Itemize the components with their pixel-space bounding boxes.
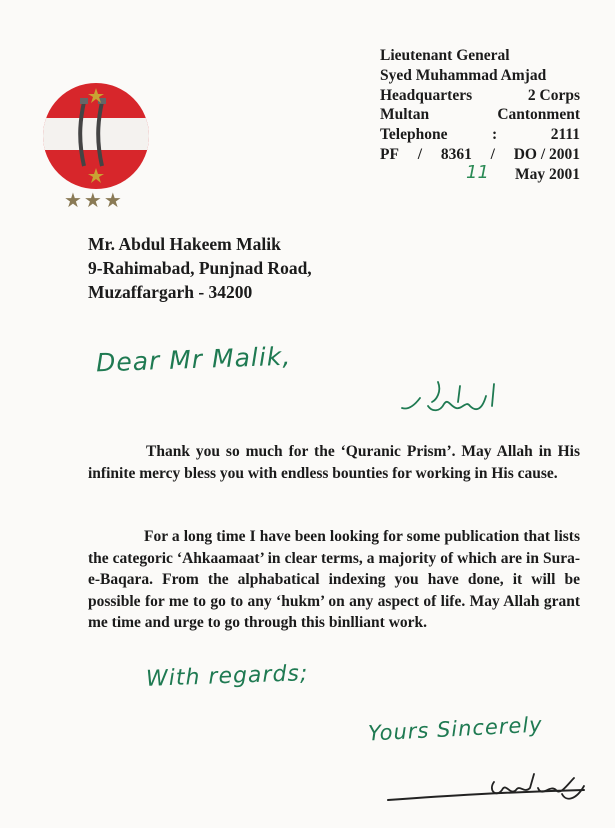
body-paragraph-1: Thank you so much for the ‘Quranic Prism’. May Allah in His infinite mercy bless you with endless bounties for working in His cause. bbox=[88, 443, 580, 482]
ref-slash: / bbox=[417, 145, 423, 163]
rank-stars: ★★★ bbox=[64, 190, 124, 212]
ref-slash: / bbox=[490, 145, 495, 163]
date-day-handwritten: 11 bbox=[466, 161, 489, 183]
city-left: Multan bbox=[380, 106, 430, 124]
city-right: Cantonment bbox=[497, 106, 580, 124]
ref-do: DO / 2001 bbox=[513, 145, 580, 163]
letterhead-block bbox=[380, 46, 580, 185]
telephone-label: Telephone bbox=[380, 126, 448, 144]
arabic-greeting-handwritten bbox=[398, 376, 498, 426]
telephone-number: 2111 bbox=[550, 126, 580, 144]
closing-handwritten: With regards; bbox=[145, 661, 309, 692]
telephone-row bbox=[380, 125, 580, 145]
body-paragraph-2: For a long time I have been looking for some publication that lists the categoric ‘Ahkaamaat’ in clear terms, a majority of which are in Sura-e-Baqara. From the alphabatical indexing you have done, it will be possible for me to go to any ‘hukm’ on any aspect of life. May Allah grant me time and urge to go through this binlliant work. bbox=[88, 528, 580, 631]
sender-hq bbox=[380, 86, 580, 106]
hq-value: 2 Corps bbox=[527, 86, 580, 104]
date-month-year: May 2001 bbox=[514, 165, 580, 183]
hq-label: Headquarters bbox=[380, 86, 473, 104]
salutation-handwritten: Dear Mr Malik, bbox=[95, 341, 292, 378]
sender-city bbox=[380, 105, 580, 125]
recipient-address bbox=[88, 232, 312, 304]
ref-pf: PF bbox=[380, 145, 399, 163]
letter-date bbox=[380, 161, 580, 185]
address-line-2: 9-Rahimabad, Punjnad Road, bbox=[88, 258, 312, 278]
sender-rank: Lieutenant General bbox=[380, 47, 510, 64]
telephone-separator: : bbox=[492, 126, 498, 144]
sender-name: Syed Muhammad Amjad bbox=[380, 66, 547, 84]
address-line-3: Muzaffargarh - 34200 bbox=[88, 282, 253, 302]
ref-number: 8361 bbox=[440, 145, 472, 163]
address-line-1: Mr. Abdul Hakeem Malik bbox=[88, 234, 281, 254]
signature-icon bbox=[384, 760, 599, 812]
corps-flag-emblem-icon bbox=[40, 80, 152, 192]
sign-off-handwritten: Yours Sincerely bbox=[367, 712, 544, 746]
